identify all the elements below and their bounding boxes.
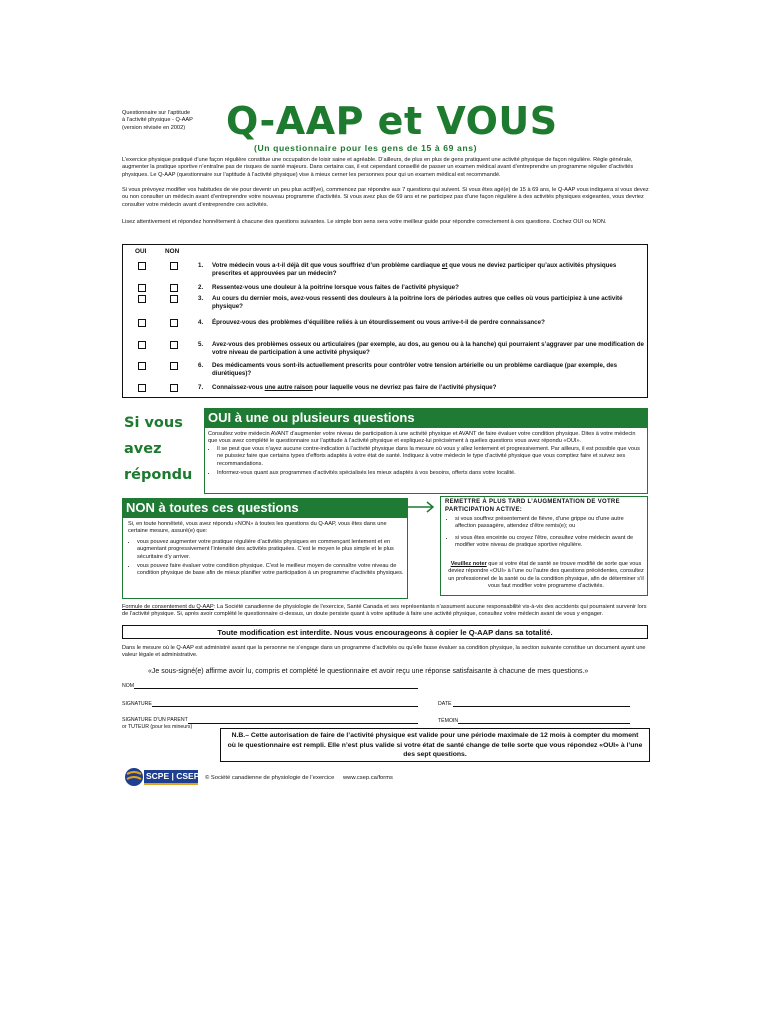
oui-checkbox[interactable] <box>138 295 146 303</box>
oui-checkbox[interactable] <box>138 284 146 292</box>
question-text: Des médicaments vous sont-ils actuellement prescrits pour contrôler votre tension artérielle ou un problème cardiaque (par exemple, des diurétiques)? <box>212 362 618 377</box>
non-section-header: NON à toutes ces questions <box>122 498 408 518</box>
copy-notice-banner: Toute modification est interdite. Nous vous encourageons à copier le Q-AAP dans sa totalité. <box>122 625 648 639</box>
signature-label: SIGNATURE <box>122 701 152 707</box>
admin-note: Dans le mesure où le Q-AAP est administré avant que la personne ne s’engage dans un programme d’activités ou qu’elle fasse évaluer sa condition physique, la section suivante constitue un document ayant une valeur légale et administrative. <box>122 645 646 659</box>
list-item: • vous pouvez faire évaluer votre condition physique. C’est le meilleur moyen de connaître votre niveau de condition physique de base afin de mieux planifier votre participation à un programme d’activités physiques. <box>137 563 404 578</box>
oui-checkbox[interactable] <box>138 384 146 392</box>
non-section-text: Si, en toute honnêteté, vous avez répondu «NON» à toutes les questions du Q-AAP, vous êtes dans une certaine mesure, assuré(e) que: • vous pouvez augmenter votre pratique régulière d’activités physiques en commençant lentement et en augmentant progressivement l’intensité des activités pratiquées. C’est le moyen le plus simple et le plus sécuritaire d’y arriver. • vous pouvez faire évaluer votre condition physique. C’est le meilleur moyen de connaître votre niveau de condition physique de base afin de mieux planifier votre participation à un programme d’activités physiques. <box>128 521 404 580</box>
list-item: • Il se peut que vous n’ayez aucune contre-indication à l’activité physique dans la mesure où vous y allez lentement et progressivement. Par ailleurs, il est possible que vous ne puissiez faire que certains types d’efforts adaptés à votre état de santé. Indiquez à votre médecin le type d’activité physique que vous comptiez faire et suivez ses recommandations. <box>217 446 644 468</box>
column-header-non: NON <box>165 248 180 255</box>
date-label: DATE <box>438 701 452 707</box>
non-checkbox[interactable] <box>170 341 178 349</box>
intro-paragraph-1: L’exercice physique pratiqué d’une façon régulière constitue une occupation de loisir saine et agréable. D’ailleurs, de plus en plus de gens pratiquent une activité physique de façon régulière. Règle générale, augmenter la pratique sportive n’entraîne pas de risques de santé majeurs. Dans certains cas, il est cependant conseillé de passer un examen médical avant d’entreprendre un programme régulier d’activités physiques. Le Q-AAP (questionnaire sur l’aptitude à l’activité physique) vise à mieux cerner les personnes pour qui un examen médical est recommandé. <box>122 157 634 178</box>
nom-label: NOM <box>122 683 135 689</box>
page-title: Q-AAP et VOUS <box>226 99 558 143</box>
intro-paragraph-2: Si vous prévoyez modifier vos habitudes de vie pour devenir un peu plus actif(ve), commencez par répondre aux 7 questions qui suivent. Si vous êtes agé(e) de 15 à 69 ans, le Q-AAP vous indiquera si vous devez ou non consulter un médecin avant d’entreprendre votre nouveau programme d’activités. Si vous avez plus de 69 ans et ne participez pas d’une façon régulière à des activités physiques exigeantes, vous devriez consulter votre médecin avant d’entreprendre ces activités. <box>122 187 649 208</box>
parent-signature-label: SIGNATURE D’UN PARENT or TUTEUR (pour les mineurs) <box>122 717 193 730</box>
list-item: • si vous souffrez présentement de fièvre, d’une grippe ou d’une autre affection passagère, attendez d’être remis(e); ou <box>455 516 644 531</box>
question-text: Connaissez-vous une autre raison pour laquelle vous ne devriez pas faire de l’activité physique? <box>212 384 497 391</box>
temoin-label: TÉMOIN <box>438 718 459 724</box>
question-text: Au cours du dernier mois, avez-vous ressenti des douleurs à la poitrine lors de périodes autres que celles où vous participiez à une activité physique? <box>212 295 623 310</box>
oui-section-text: Consultez votre médecin AVANT d’augmenter votre niveau de participation à une activité physique et AVANT de faire évaluer votre condition physique. Dites à votre médecin que vous avez complété le questionnaire sur l’aptitude à l’activité physique et expliquez-lui précisément à quelles questions vous avez répondu «OUI». • Il se peut que vous n’ayez aucune contre-indication à l’activité physique dans la mesure où vous y allez lentement et progressivement. Par ailleurs, il est possible que vous ne puissiez faire que certains types d’efforts adaptés à votre état de santé. Indiquez à votre médecin le type d’activité physique que vous comptiez faire et suivez ses recommandations. • Informez-vous quant aux programmes d’activités spécialisés les mieux adaptés à vos besoins, offerts dans votre localité. <box>208 431 644 479</box>
validity-note: N.B.– Cette autorisation de faire de l’activité physique est valide pour une période maximale de 12 mois à compter du moment où le questionnaire est rempli. Elle n’est plus valide si votre état de santé change de telle sorte que vous répondez «OUI» à l’une des sept questions. <box>220 728 650 762</box>
signature-field[interactable] <box>152 706 418 707</box>
non-checkbox[interactable] <box>170 262 178 270</box>
oui-checkbox[interactable] <box>138 262 146 270</box>
oui-checkbox[interactable] <box>138 362 146 370</box>
declaration-text: «Je sous-signé(e) affirme avoir lu, compris et complété le questionnaire et avoir reçu une réponse satisfaisante à chacune de mes questions.» <box>148 668 589 675</box>
oui-checkbox[interactable] <box>138 341 146 349</box>
remettre-title: REMETTRE À PLUS TARD L’AUGMENTATION DE VOTRE PARTICIPATION ACTIVE: <box>445 499 620 513</box>
remettre-list <box>446 516 644 552</box>
form-subtitle: Questionnaire sur l’aptitude à l’activité physique - Q-AAP (version révisée en 2002) <box>122 110 193 131</box>
logo-text: SCPE | CSEP <box>146 771 200 781</box>
intro-paragraph-3: Lisez attentivement et répondez honnêtement à chacune des questions suivantes. Le simple bon sens sera votre meilleur guide pour répondre correctement à ces questions. Cochez OUI ou NON. <box>122 219 607 225</box>
date-field[interactable] <box>453 706 630 707</box>
list-item: • vous pouvez augmenter votre pratique régulière d’activités physiques en commençant lentement et en augmentant progressivement l’intensité des activités pratiquées. C’est le moyen le plus simple et le plus sécuritaire d’y arriver. <box>137 539 404 561</box>
consent-text: Formule de consentement du Q-AAP: La Société canadienne de physiologie de l’exercice, Santé Canada et ses représentants n’assument aucune responsabilité vis-à-vis des accidents qui pourraient survenir lors de l’activité physique. Si, après avoir complété le questionnaire ci-dessus, un doute persiste quant à votre aptitude à faire une activité physique, consultez votre médecin avant de vous y engager. <box>122 604 647 618</box>
question-text: Avez-vous des problèmes osseux ou articulaires (par exemple, au dos, au genou ou à la hanche) qui pourraient s’aggraver par une modification de votre niveau de participation à une activité physique? <box>212 341 644 356</box>
non-checkbox[interactable] <box>170 295 178 303</box>
page-tagline: (Un questionnaire pour les gens de 15 à 69 ans) <box>254 143 478 153</box>
oui-checkbox[interactable] <box>138 319 146 327</box>
parent-signature-field[interactable] <box>188 723 418 724</box>
temoin-field[interactable] <box>458 723 630 724</box>
non-checkbox[interactable] <box>170 284 178 292</box>
non-checkbox[interactable] <box>170 362 178 370</box>
oui-section-header: OUI à une ou plusieurs questions <box>204 408 648 428</box>
list-item: • Informez-vous quant aux programmes d’activités spécialisés les mieux adaptés à vos besoins, offerts dans votre localité. <box>217 470 644 477</box>
arrow-right-icon <box>408 500 438 514</box>
question-text: Éprouvez-vous des problèmes d’équilibre reliés à un étourdissement ou vous arrive-t-il de perdre connaissance? <box>212 319 545 326</box>
list-item: • si vous êtes enceinte ou croyez l’être, consultez votre médecin avant de modifier votre niveau de pratique sportive régulière. <box>455 535 644 550</box>
nom-field[interactable] <box>134 688 418 689</box>
question-text: Votre médecin vous a-t-il déjà dit que vous souffriez d’un problème cardiaque et que vous ne deviez participer qu’aux activités physiques prescrites et approuvées par un médecin? <box>212 262 617 277</box>
si-vous-avez-repondu: Si vous avez répondu <box>124 415 193 483</box>
remettre-note: Veuillez noter que si votre état de santé se trouve modifié de sorte que vous deviez répondre «OUI» à l’une ou l’autre des questions précédentes, consultez un professionnel de la santé ou de la condition physique, afin de déterminer s’il vous faut modifier votre programme d’activités. <box>448 561 644 590</box>
non-checkbox[interactable] <box>170 384 178 392</box>
footer-url[interactable]: www.csep.ca/forms <box>343 775 393 781</box>
csep-logo <box>124 766 200 788</box>
non-checkbox[interactable] <box>170 319 178 327</box>
column-header-oui: OUI <box>135 248 147 255</box>
question-text: Ressentez-vous une douleur à la poitrine lorsque vous faites de l’activité physique? <box>212 284 459 291</box>
footer-copyright: © Société canadienne de physiologie de l’exercice <box>205 775 335 781</box>
